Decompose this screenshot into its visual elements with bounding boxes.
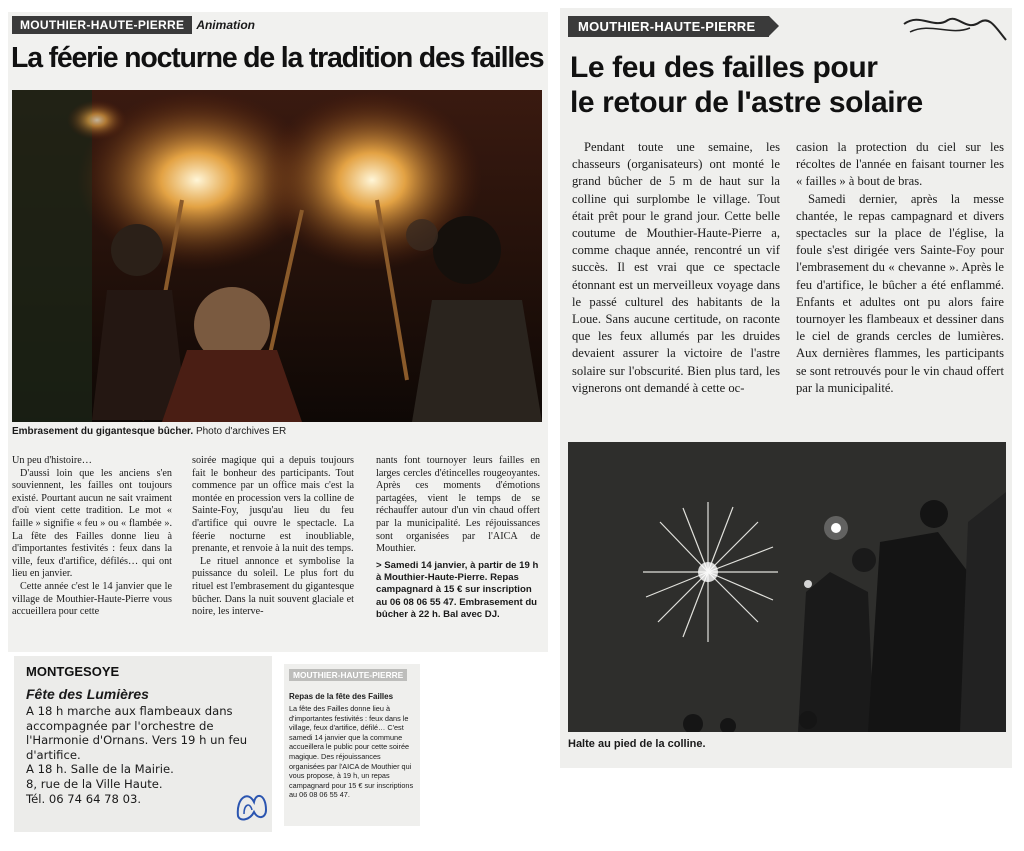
left-article-tag: MOUTHIER-HAUTE-PIERRE bbox=[12, 16, 192, 34]
small-notice-tag: MOUTHIER-HAUTE-PIERRE bbox=[289, 669, 407, 681]
paragraph: casion la protection du ciel sur les récoltes de l'année en faisant tourner les « failles » à bout de bras. bbox=[796, 140, 1004, 189]
right-article-column-1 bbox=[572, 139, 780, 397]
montgesoye-title: Fête des Lumières bbox=[26, 686, 149, 702]
left-article-column-1 bbox=[12, 455, 172, 619]
montgesoye-town: MONTGESOYE bbox=[26, 664, 120, 679]
left-photo-caption bbox=[12, 426, 286, 437]
right-article-clipping bbox=[560, 8, 1012, 768]
paragraph: Pendant toute une semaine, les chasseurs (organisateurs) ont monté le grand bûcher de 5 m de haut sur la colline qui surplombe le village. Tout était prêt pour le grand jour. Cette belle coutume de Mouthier-Haute-Pierre a, comme chaque année, rencontré un vif succès. Il est vrai que ce spectacle étonnant est un merveilleux voyage dans le passé culturel des habitants de la Loue. Sans aucune certitude, on raconte que les feux allumés par les druides devaient assurer la victoire de l'astre solaire sur l'obscurité. Bien plus tard, les vignerons ont demandé à cette oc- bbox=[572, 140, 780, 395]
left-article-header bbox=[12, 16, 255, 34]
blue-ink-stamp-mark bbox=[232, 784, 272, 824]
montgesoye-line-3: 8, rue de la Ville Haute. bbox=[26, 776, 163, 791]
paragraph: Un peu d'histoire… bbox=[12, 455, 92, 466]
montgesoye-line-2: A 18 h. Salle de la Mairie. bbox=[26, 762, 174, 777]
right-article-header bbox=[568, 16, 769, 37]
paragraph: Cette année c'est le 14 janvier que le village de Mouthier-Haute-Pierre vous accueillera pour cette bbox=[12, 580, 172, 618]
right-article-column-2 bbox=[796, 139, 1004, 397]
montgesoye-line-4: Tél. 06 74 64 78 03. bbox=[26, 791, 142, 806]
left-article-clipping bbox=[8, 12, 548, 652]
montgesoye-line-1: A 18 h marche aux flambeaux dans accompagnée par l'orchestre de l'Harmonie d'Ornans. Vers 19 h un feu d'artifice. bbox=[26, 704, 248, 762]
left-photo-credit: Photo d'archives ER bbox=[195, 426, 287, 437]
small-notice-body: La fête des Failles donne lieu à d'importantes festivités : feux dans le village, feux d'artifice, défilé… C'est samedi 14 janvier que la commune accueillera le public pour cette soirée magique. Des réjouissances organisées par l'AICA de Mouthier qui vous propose, à 19 h, un repas campagnard pour 15 € sur inscriptions au 06 08 06 55 47. bbox=[289, 704, 414, 800]
left-article-headline: La féerie nocturne de la tradition des failles bbox=[11, 42, 544, 74]
fireworks-image bbox=[568, 442, 1006, 732]
right-article-headline bbox=[570, 50, 1000, 120]
torch-procession-photo bbox=[12, 90, 542, 422]
right-photo-caption: Halte au pied de la colline. bbox=[568, 738, 706, 750]
paragraph: D'aussi loin que les anciens s'en souviennent, les failles ont toujours existé. Pourtant aucun ne sait vraiment d'où vient cette tradition. Le mot « faille » signifie « feu » ou « flambée ». La fête des Failles donne lieu à d'importantes festivités : feux dans la ville, feux d'artifice, défilés… qui ont lieu en janvier. bbox=[12, 467, 172, 580]
right-headline-line-2: le retour de l'astre solaire bbox=[570, 86, 923, 119]
montgesoye-body bbox=[26, 704, 266, 806]
left-article-column-3 bbox=[376, 455, 540, 621]
paragraph: Samedi dernier, après la messe chantée, le repas campagnard et divers spectacles sur la place de l'église, la foule s'est dirigée vers Sainte-Foy pour l'embrasement du « chevanne ». Après le feu d'artifice, le bûcher a été enflammé. Enfants et adultes ont pu alors faire tournoyer les flambeaux et dessiner dans le ciel de grands cercles de lumières. Aux dernières flammes, les participants se sont retrouvés pour le vin chaud offert par la municipalité. bbox=[796, 191, 1004, 395]
paragraph: nants font tournoyer leurs failles en larges cercles d'étincelles rougeoyantes. Après ces moments d'émotions partagées, vient le temps de se réchauffer autour d'un vin chaud offert par la municipalité. Les réjouissances sont organisées par l'AICA de Mouthier. bbox=[376, 455, 540, 555]
montgesoye-clipping bbox=[14, 656, 272, 832]
left-article-column-2 bbox=[192, 455, 354, 619]
small-notice-clipping bbox=[284, 664, 420, 826]
paragraph: soirée magique qui a depuis toujours fait le bonheur des participants. Tout commence par un office mais c'est la montée en procession vers la colline de Sainte-Foy, jusqu'au lieu du feu d'artifice qui ouvre le spectacle. La féerie nocturne est inoubliable, prenante, et renvoie à la nuit des temps. bbox=[192, 455, 354, 555]
right-headline-line-1: Le feu des failles pour bbox=[570, 51, 878, 84]
event-info-box: > Samedi 14 janvier, à partir de 19 h à Mouthier-Haute-Pierre. Repas campagnard à 15 € sur inscription au 06 08 06 55 47. Embrasement du bûcher à 22 h. Bal avec DJ. bbox=[376, 559, 539, 620]
paragraph: Le rituel annonce et symbolise la puissance du soleil. Le plus fort du rituel est l'embrasement du gigantesque bûcher. Dans la nuit souvent glaciale et noire, les interve- bbox=[192, 555, 354, 618]
left-photo-caption-title: Embrasement du gigantesque bûcher. bbox=[12, 426, 194, 437]
left-article-rubric: Animation bbox=[196, 18, 255, 32]
small-notice-title: Repas de la fête des Failles bbox=[289, 692, 394, 701]
fireworks-photo bbox=[568, 442, 1006, 732]
torch-procession-image bbox=[12, 90, 542, 422]
handwritten-signature-mark bbox=[900, 10, 1010, 50]
right-article-tag: MOUTHIER-HAUTE-PIERRE bbox=[568, 16, 769, 37]
